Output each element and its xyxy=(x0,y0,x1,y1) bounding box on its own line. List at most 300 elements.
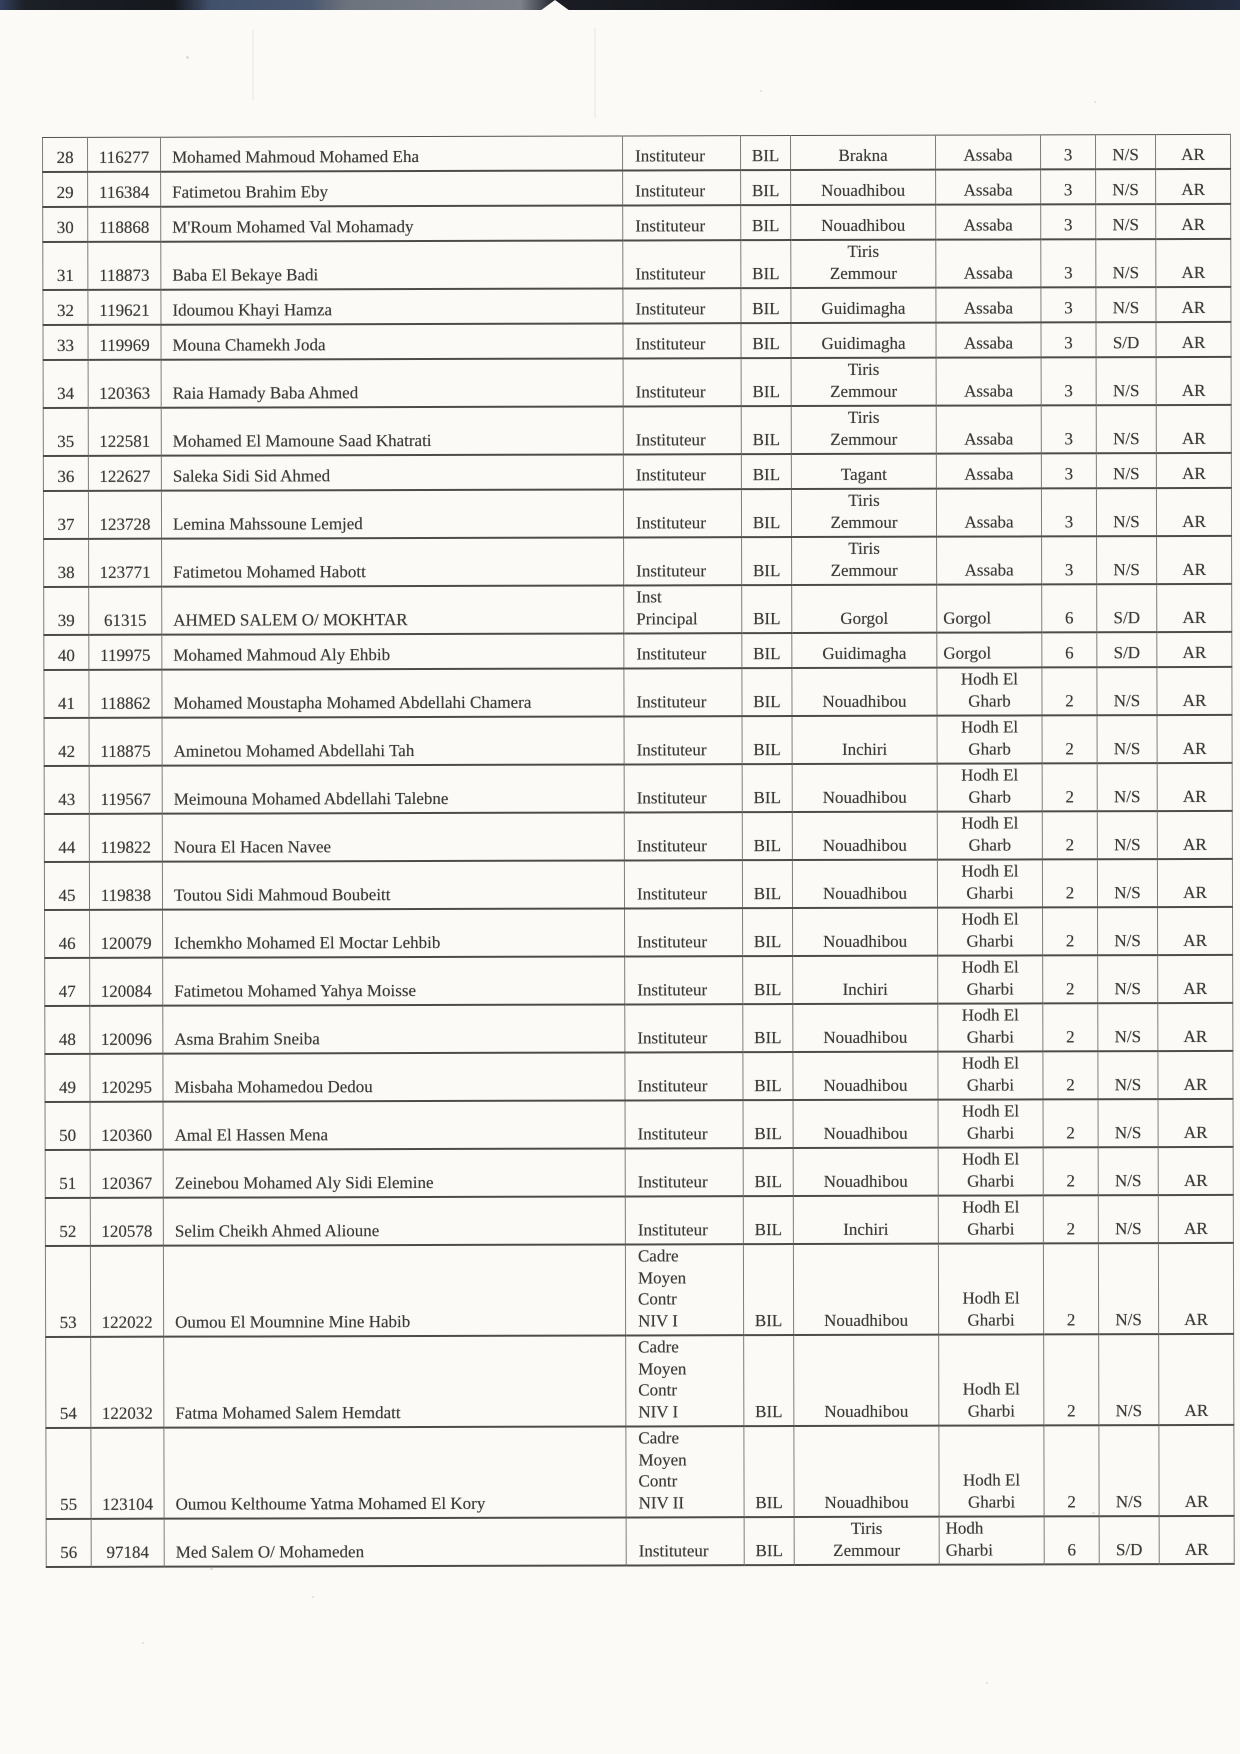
cell-count: 2 xyxy=(1043,1147,1098,1195)
cell-region: Hodh El Gharbi xyxy=(937,859,1042,907)
cell-location: Gorgol xyxy=(792,585,937,633)
cell-lang: AR xyxy=(1157,667,1232,715)
cell-count: 3 xyxy=(1041,287,1096,322)
cell-region: Hodh El Gharbi xyxy=(938,955,1043,1003)
table-row xyxy=(45,955,1233,1006)
cell-region: Hodh El Gharbi xyxy=(938,1147,1043,1195)
scan-artifact xyxy=(252,30,254,100)
cell-count: 6 xyxy=(1042,584,1097,632)
cell-diploma: BIL xyxy=(741,170,791,205)
cell-name: Aminetou Mohamed Abdellahi Tah xyxy=(162,716,624,765)
table-row xyxy=(44,715,1232,766)
cell-lang: AR xyxy=(1159,1425,1234,1516)
cell-count: 2 xyxy=(1042,715,1097,763)
cell-location: Nouadhibou xyxy=(792,812,937,860)
cell-status: N/S xyxy=(1098,1003,1158,1051)
cell-no: 39 xyxy=(44,587,89,635)
cell-status: N/S xyxy=(1099,1425,1159,1516)
cell-region: Hodh El Gharb xyxy=(937,667,1042,715)
cell-status: N/S xyxy=(1099,1334,1159,1425)
cell-count: 6 xyxy=(1042,632,1097,667)
cell-location: Nouadhibou xyxy=(792,764,937,812)
cell-id: 119822 xyxy=(89,814,162,862)
cell-region: Hodh El Gharb xyxy=(937,811,1042,859)
cell-name: Mohamed Mahmoud Mohamed Eha xyxy=(161,136,623,172)
cell-status: N/S xyxy=(1098,907,1158,955)
cell-no: 48 xyxy=(45,1006,90,1054)
cell-status: S/D xyxy=(1097,584,1157,632)
cell-count: 2 xyxy=(1043,1051,1098,1099)
cell-status: S/D xyxy=(1099,1516,1159,1564)
cell-count: 2 xyxy=(1042,667,1097,715)
cell-location: Tiris Zemmour xyxy=(792,537,937,585)
cell-position: Instituteur xyxy=(623,489,741,537)
cell-id: 116277 xyxy=(88,137,161,172)
cell-count: 3 xyxy=(1041,169,1096,204)
table-row xyxy=(43,287,1231,325)
cell-lang: AR xyxy=(1157,715,1232,763)
cell-name: Toutou Sidi Mahmoud Boubeitt xyxy=(162,860,624,909)
cell-lang: AR xyxy=(1159,1334,1234,1425)
cell-region: Assaba xyxy=(936,405,1041,453)
scan-artifact xyxy=(142,1642,144,1644)
cell-position: Instituteur xyxy=(625,1052,743,1100)
cell-name: Lemina Mahssoune Lemjed xyxy=(161,489,623,538)
cell-diploma: BIL xyxy=(742,537,792,585)
table-row xyxy=(45,1243,1233,1337)
cell-no: 32 xyxy=(43,290,88,325)
table-row xyxy=(45,1099,1233,1150)
cell-position: Instituteur xyxy=(623,323,741,358)
cell-no: 46 xyxy=(45,910,90,958)
cell-id: 120295 xyxy=(90,1054,163,1102)
cell-status: N/S xyxy=(1098,1243,1158,1334)
cell-no: 33 xyxy=(43,325,88,360)
cell-diploma: BIL xyxy=(742,764,792,812)
cell-diploma: BIL xyxy=(743,1052,793,1100)
cell-diploma: BIL xyxy=(741,406,791,454)
cell-position: Instituteur xyxy=(624,633,742,668)
cell-position: Cadre Moyen Contr NIV I xyxy=(625,1244,743,1335)
cell-position: Inst Principal xyxy=(624,585,742,633)
cell-no: 29 xyxy=(43,172,88,207)
cell-name: Saleka Sidi Sid Ahmed xyxy=(161,454,623,490)
cell-diploma: BIL xyxy=(740,136,790,171)
cell-no: 56 xyxy=(46,1519,91,1567)
cell-region: Hodh El Gharbi xyxy=(938,1243,1043,1334)
cell-id: 118868 xyxy=(88,207,161,242)
cell-count: 3 xyxy=(1042,536,1097,584)
cell-position: Instituteur xyxy=(623,358,741,406)
cell-no: 55 xyxy=(46,1428,91,1519)
cell-name: Mohamed Moustapha Mohamed Abdellahi Chamera xyxy=(162,668,624,717)
cell-lang: AR xyxy=(1155,134,1230,169)
cell-count: 2 xyxy=(1043,907,1098,955)
cell-lang: AR xyxy=(1156,405,1231,453)
cell-id: 122032 xyxy=(91,1337,164,1428)
cell-position: Instituteur xyxy=(624,668,742,716)
cell-lang: AR xyxy=(1157,632,1232,667)
cell-lang: AR xyxy=(1158,1051,1233,1099)
cell-name: Mohamed Mahmoud Aly Ehbib xyxy=(162,633,624,669)
cell-no: 40 xyxy=(44,635,89,670)
cell-position: Instituteur xyxy=(623,240,741,288)
table-row xyxy=(43,239,1231,290)
cell-name: M'Roum Mohamed Val Mohamady xyxy=(161,205,623,241)
cell-lang: AR xyxy=(1157,763,1232,811)
cell-status: N/S xyxy=(1097,667,1157,715)
cell-position: Instituteur xyxy=(624,764,742,812)
cell-lang: AR xyxy=(1158,1003,1233,1051)
cell-id: 118862 xyxy=(89,670,162,718)
cell-status: N/S xyxy=(1096,169,1156,204)
table-row xyxy=(44,811,1232,862)
cell-name: Asma Brahim Sneiba xyxy=(163,1004,625,1053)
cell-name: Med Salem O/ Mohameden xyxy=(164,1517,626,1566)
cell-diploma: BIL xyxy=(741,489,791,537)
cell-name: Oumou El Moumnine Mine Habib xyxy=(163,1244,625,1336)
cell-position: Instituteur xyxy=(624,812,742,860)
cell-id: 116384 xyxy=(88,172,161,207)
cell-location: Guidimagha xyxy=(792,633,937,668)
cell-lang: AR xyxy=(1158,1147,1233,1195)
cell-position: Instituteur xyxy=(623,288,741,323)
cell-id: 119975 xyxy=(89,635,162,670)
table-row xyxy=(44,763,1232,814)
cell-lang: AR xyxy=(1156,488,1231,536)
table-row xyxy=(43,488,1231,539)
cell-status: N/S xyxy=(1097,763,1157,811)
cell-id: 97184 xyxy=(91,1519,164,1567)
cell-location: Inchiri xyxy=(793,1196,938,1244)
cell-region: Hodh El Gharbi xyxy=(938,1195,1043,1243)
cell-region: Hodh El Gharbi xyxy=(939,1425,1044,1516)
cell-count: 3 xyxy=(1041,204,1096,239)
cell-name: Ichemkho Mohamed El Moctar Lehbib xyxy=(163,908,625,957)
scan-artifact xyxy=(986,1682,988,1684)
cell-lang: AR xyxy=(1156,357,1231,405)
cell-diploma: BIL xyxy=(744,1335,794,1426)
cell-diploma: BIL xyxy=(742,716,792,764)
table-row xyxy=(43,322,1231,360)
cell-diploma: BIL xyxy=(743,1148,793,1196)
cell-no: 28 xyxy=(43,137,88,172)
cell-location: Nouadhibou xyxy=(793,1052,938,1100)
table-row xyxy=(44,859,1232,910)
cell-diploma: BIL xyxy=(743,1196,793,1244)
cell-status: N/S xyxy=(1097,715,1157,763)
cell-lang: AR xyxy=(1156,169,1231,204)
cell-diploma: BIL xyxy=(741,454,791,489)
cell-location: Inchiri xyxy=(792,716,937,764)
table-row xyxy=(43,169,1231,207)
cell-location: Nouadhibou xyxy=(793,1004,938,1052)
cell-region: Hodh El Gharbi xyxy=(938,1003,1043,1051)
cell-lang: AR xyxy=(1159,1516,1234,1564)
cell-id: 120084 xyxy=(90,958,163,1006)
cell-status: N/S xyxy=(1096,453,1156,488)
cell-name: Fatma Mohamed Salem Hemdatt xyxy=(164,1335,626,1427)
cell-name: Baba El Bekaye Badi xyxy=(161,240,623,289)
table-row xyxy=(43,134,1231,172)
cell-position: Instituteur xyxy=(625,1004,743,1052)
cell-diploma: BIL xyxy=(741,288,791,323)
cell-diploma: BIL xyxy=(742,812,792,860)
table-row xyxy=(43,405,1231,456)
cell-region: Hodh El Gharbi xyxy=(938,1051,1043,1099)
cell-location: Nouadhibou xyxy=(793,1100,938,1148)
table-row xyxy=(44,536,1232,587)
table-row xyxy=(46,1425,1234,1519)
cell-name: Fatimetou Mohamed Habott xyxy=(162,537,624,586)
scanner-edge-bar xyxy=(0,0,1240,10)
cell-count: 2 xyxy=(1043,1099,1098,1147)
personnel-table xyxy=(42,134,1235,1568)
cell-id: 119567 xyxy=(89,766,162,814)
cell-position: Instituteur xyxy=(626,1517,744,1565)
cell-status: S/D xyxy=(1097,632,1157,667)
cell-region: Assaba xyxy=(936,239,1041,287)
cell-no: 38 xyxy=(44,539,89,587)
cell-id: 122627 xyxy=(88,456,161,491)
cell-count: 3 xyxy=(1040,135,1095,170)
scan-artifact xyxy=(594,28,596,118)
cell-lang: AR xyxy=(1157,811,1232,859)
cell-diploma: BIL xyxy=(741,240,791,288)
cell-lang: AR xyxy=(1158,907,1233,955)
cell-region: Assaba xyxy=(936,488,1041,536)
table-row xyxy=(43,204,1231,242)
cell-id: 120360 xyxy=(90,1102,163,1150)
cell-id: 119838 xyxy=(89,862,162,910)
scan-artifact xyxy=(210,1568,213,1570)
cell-region: Assaba xyxy=(935,135,1040,170)
cell-name: AHMED SALEM O/ MOKHTAR xyxy=(162,585,624,634)
cell-position: Instituteur xyxy=(625,956,743,1004)
cell-position: Instituteur xyxy=(625,1148,743,1196)
cell-id: 123728 xyxy=(88,491,161,539)
table-row xyxy=(45,1003,1233,1054)
cell-region: Hodh El Gharbi xyxy=(939,1334,1044,1425)
cell-name: Oumou Kelthoume Yatma Mohamed El Kory xyxy=(164,1426,626,1518)
cell-diploma: BIL xyxy=(742,668,792,716)
cell-location: Nouadhibou xyxy=(793,1148,938,1196)
cell-id: 61315 xyxy=(89,587,162,635)
cell-no: 42 xyxy=(44,718,89,766)
cell-diploma: BIL xyxy=(743,956,793,1004)
cell-diploma: BIL xyxy=(743,1004,793,1052)
table-row xyxy=(44,584,1232,635)
cell-no: 34 xyxy=(43,360,88,408)
cell-diploma: BIL xyxy=(741,205,791,240)
cell-region: Hodh El Gharbi xyxy=(938,1099,1043,1147)
cell-region: Assaba xyxy=(936,453,1041,488)
cell-diploma: BIL xyxy=(742,585,792,633)
cell-count: 3 xyxy=(1041,322,1096,357)
cell-diploma: BIL xyxy=(742,860,792,908)
cell-no: 52 xyxy=(45,1198,90,1246)
cell-name: Selim Cheikh Ahmed Alioune xyxy=(163,1196,625,1245)
cell-position: Instituteur xyxy=(625,908,743,956)
cell-status: N/S xyxy=(1096,204,1156,239)
cell-position: Instituteur xyxy=(624,537,742,585)
cell-name: Amal El Hassen Mena xyxy=(163,1100,625,1149)
cell-position: Instituteur xyxy=(623,454,741,489)
scan-artifact xyxy=(186,56,189,59)
cell-no: 31 xyxy=(43,242,88,290)
cell-id: 120578 xyxy=(90,1198,163,1246)
cell-region: Assaba xyxy=(936,169,1041,204)
cell-count: 2 xyxy=(1042,763,1097,811)
cell-region: Assaba xyxy=(936,204,1041,239)
cell-count: 2 xyxy=(1043,955,1098,1003)
table-row xyxy=(45,1147,1233,1198)
cell-status: N/S xyxy=(1098,1147,1158,1195)
cell-region: Hodh El Gharb xyxy=(937,715,1042,763)
cell-no: 49 xyxy=(45,1054,90,1102)
cell-location: Nouadhibou xyxy=(794,1426,939,1517)
cell-diploma: BIL xyxy=(743,1244,793,1335)
cell-location: Nouadhibou xyxy=(792,668,937,716)
cell-count: 2 xyxy=(1044,1334,1099,1425)
cell-location: Nouadhibou xyxy=(792,860,937,908)
cell-region: Assaba xyxy=(936,322,1041,357)
cell-count: 3 xyxy=(1041,239,1096,287)
scan-artifact xyxy=(1094,101,1096,103)
cell-region: Gorgol xyxy=(937,584,1042,632)
cell-location: Nouadhibou xyxy=(794,1335,939,1426)
table-row xyxy=(46,1334,1234,1428)
cell-location: Nouadhibou xyxy=(793,908,938,956)
cell-status: N/S xyxy=(1098,1051,1158,1099)
cell-position: Instituteur xyxy=(623,205,741,240)
cell-position: Instituteur xyxy=(623,406,741,454)
table-row xyxy=(45,1051,1233,1102)
cell-count: 3 xyxy=(1041,405,1096,453)
cell-position: Cadre Moyen Contr NIV I xyxy=(626,1335,744,1426)
cell-region: Assaba xyxy=(936,357,1041,405)
cell-name: Raia Hamady Baba Ahmed xyxy=(161,358,623,407)
cell-lang: AR xyxy=(1156,239,1231,287)
cell-location: Nouadhibou xyxy=(791,205,936,240)
cell-diploma: BIL xyxy=(744,1426,794,1517)
cell-id: 118875 xyxy=(89,718,162,766)
cell-location: Guidimagha xyxy=(791,288,936,323)
cell-count: 2 xyxy=(1042,859,1097,907)
cell-lang: AR xyxy=(1157,536,1232,584)
cell-name: Fatimetou Brahim Eby xyxy=(161,170,623,206)
cell-region: Gorgol xyxy=(937,632,1042,667)
cell-status: N/S xyxy=(1097,536,1157,584)
cell-diploma: BIL xyxy=(741,323,791,358)
cell-name: Mohamed El Mamoune Saad Khatrati xyxy=(161,406,623,455)
cell-id: 119621 xyxy=(88,290,161,325)
cell-name: Fatimetou Mohamed Yahya Moisse xyxy=(163,956,625,1005)
cell-name: Meimouna Mohamed Abdellahi Talebne xyxy=(162,764,624,813)
cell-count: 2 xyxy=(1043,1003,1098,1051)
cell-count: 2 xyxy=(1044,1425,1099,1516)
cell-region: Assaba xyxy=(937,536,1042,584)
cell-no: 54 xyxy=(46,1337,91,1428)
cell-diploma: BIL xyxy=(743,1100,793,1148)
cell-diploma: BIL xyxy=(742,633,792,668)
table-row xyxy=(44,667,1232,718)
cell-status: N/S xyxy=(1097,811,1157,859)
cell-no: 37 xyxy=(43,491,88,539)
cell-id: 122022 xyxy=(90,1246,163,1337)
cell-count: 6 xyxy=(1044,1516,1099,1564)
cell-count: 2 xyxy=(1043,1243,1098,1334)
cell-location: Tiris Zemmour xyxy=(791,489,936,537)
cell-id: 123104 xyxy=(91,1428,164,1519)
scan-artifact xyxy=(760,90,762,92)
cell-count: 3 xyxy=(1041,453,1096,488)
table-row xyxy=(43,357,1231,408)
cell-position: Instituteur xyxy=(625,1196,743,1244)
cell-name: Misbaha Mohamedou Dedou xyxy=(163,1052,625,1101)
cell-status: N/S xyxy=(1096,287,1156,322)
cell-status: N/S xyxy=(1096,488,1156,536)
table-row xyxy=(44,632,1232,670)
cell-region: Assaba xyxy=(936,287,1041,322)
cell-status: N/S xyxy=(1096,357,1156,405)
cell-position: Instituteur xyxy=(624,860,742,908)
cell-id: 122581 xyxy=(88,408,161,456)
table-row xyxy=(43,453,1231,491)
cell-id: 120363 xyxy=(88,360,161,408)
cell-no: 43 xyxy=(44,766,89,814)
cell-lang: AR xyxy=(1156,453,1231,488)
cell-count: 2 xyxy=(1042,811,1097,859)
cell-no: 50 xyxy=(45,1102,90,1150)
cell-location: Guidimagha xyxy=(791,323,936,358)
cell-position: Instituteur xyxy=(623,170,741,205)
cell-no: 35 xyxy=(43,408,88,456)
cell-region: Hodh El Gharbi xyxy=(938,907,1043,955)
cell-no: 30 xyxy=(43,207,88,242)
table-body xyxy=(43,134,1235,1567)
cell-lang: AR xyxy=(1157,859,1232,907)
cell-position: Cadre Moyen Contr NIV II xyxy=(626,1426,744,1517)
scan-artifact xyxy=(312,1596,314,1598)
cell-lang: AR xyxy=(1156,287,1231,322)
cell-no: 44 xyxy=(44,814,89,862)
cell-no: 47 xyxy=(45,958,90,1006)
cell-id: 120096 xyxy=(90,1006,163,1054)
cell-location: Tiris Zemmour xyxy=(794,1517,939,1565)
cell-location: Tiris Zemmour xyxy=(791,358,936,406)
cell-location: Inchiri xyxy=(793,956,938,1004)
cell-position: Instituteur xyxy=(624,716,742,764)
cell-lang: AR xyxy=(1157,584,1232,632)
cell-name: Idoumou Khayi Hamza xyxy=(161,288,623,324)
table-row xyxy=(46,1516,1234,1567)
document-sheet xyxy=(42,134,1235,1568)
cell-no: 36 xyxy=(43,456,88,491)
cell-name: Noura El Hacen Navee xyxy=(162,812,624,861)
cell-id: 118873 xyxy=(88,242,161,290)
cell-no: 51 xyxy=(45,1150,90,1198)
cell-name: Mouna Chamekh Joda xyxy=(161,323,623,359)
table-row xyxy=(45,907,1233,958)
cell-lang: AR xyxy=(1158,1195,1233,1243)
cell-location: Nouadhibou xyxy=(791,170,936,205)
cell-lang: AR xyxy=(1158,1099,1233,1147)
cell-id: 119969 xyxy=(88,325,161,360)
cell-id: 120079 xyxy=(90,910,163,958)
cell-diploma: BIL xyxy=(743,908,793,956)
cell-name: Zeinebou Mohamed Aly Sidi Elemine xyxy=(163,1148,625,1197)
